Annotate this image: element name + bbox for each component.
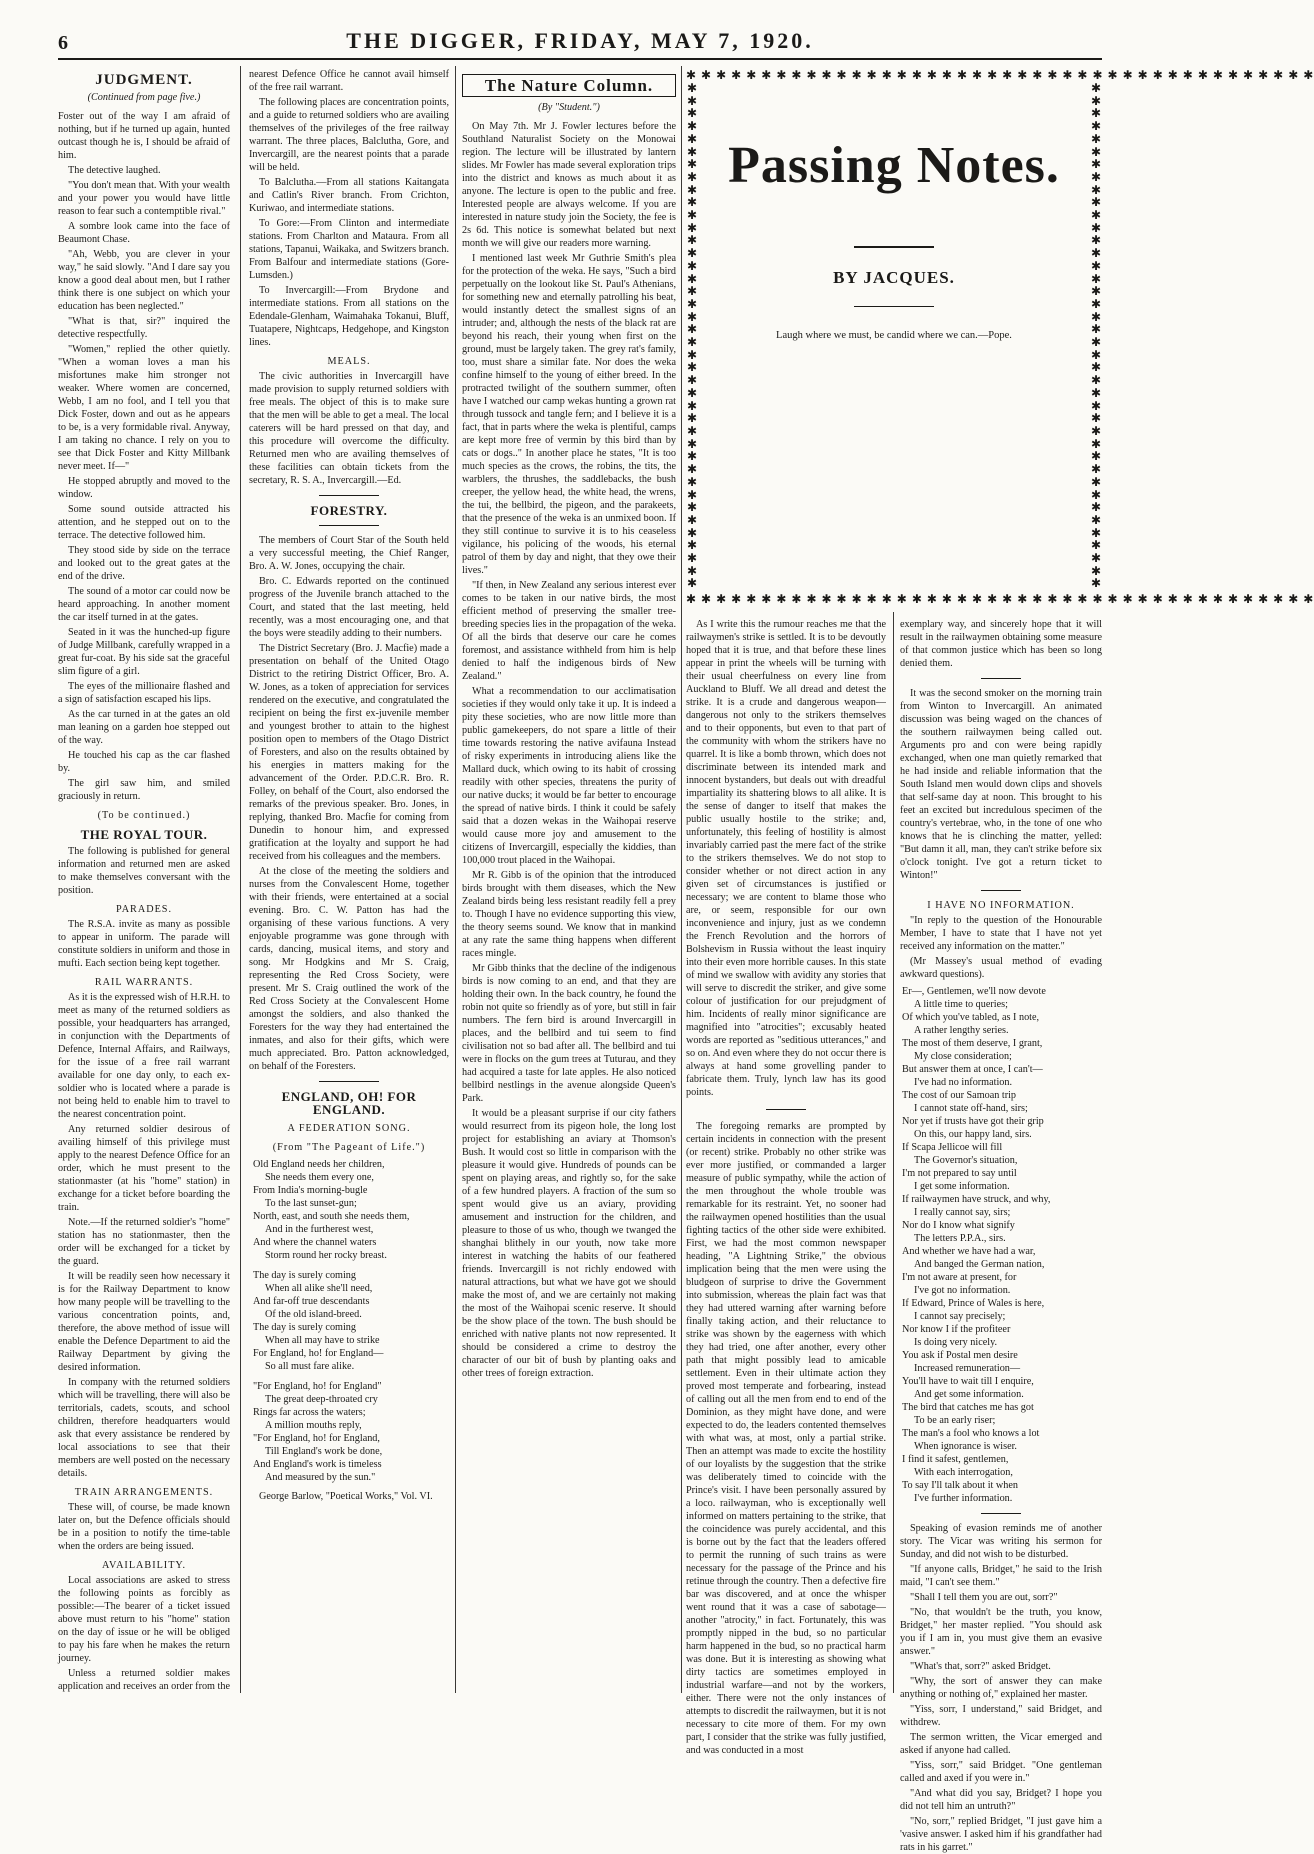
poem-line: If Edward, Prince of Wales is here, [902, 1298, 1045, 1309]
poem-line: And where the channel waters [253, 1237, 377, 1248]
poem-line: I really cannot say, sirs; [914, 1207, 1011, 1218]
article-paragraph: "Women," replied the other quietly. "When a woman loves a man his misfortunes make him stronger not weaker. Where women are concerned, Webb, I am no fool, and I tell you that Dick Foster, down and out as he appears to be, is a very formidable rival. Anyway, I am taking no chance. I rely on you to see that Dick Foster and Kitty Millbank never meet. If—" [58, 344, 230, 472]
article-paragraph: "And what did you say, Bridget? I hope you did not tell him an untruth?" [900, 1788, 1102, 1812]
passing-notes-box [686, 68, 1314, 606]
section-divider [766, 1109, 806, 1110]
poem-line: So all must fare alike. [265, 1361, 355, 1372]
article-paragraph: The foregoing remarks are prompted by certain incidents in connection with the present (or recent) strike. Probably no other strike was ever more justified, or commanded a larger measure of public sympathy, while the action of the men throughout the whole trouble was remarkable for its restraint. Yet, no sooner had the railwaymen opened hostilities than the usual fighting tactics of the other side were exhibited. First, we had the most common newspaper heading, "A Lightning Strike," the obvious implication being that the men were using the bludgeon of surprise to drive the Government into submission, whereas the plain fact was that they had uttered warning after warning before finally taking action, and their reluctance to strike was shown by the eagerness with which they had tried, one after another, every other path that might possibly lead to amicable settlement. Even in their ultimate action they proved most temperate and forbearing, instead of calling out all the men from end to end of the Dominion, as they might have done, and were expected to do, the leaders contented themselves with what was, at most, only a partial strike. Then an attempt was made to excite the hostility of our loyalists by the suggestion that the strike was deliberately timed to coincide with the Prince's visit. I have been personally assured by a loco. railwayman, who is exceptionally well informed on matters pertaining to the strike, that the coincidence was purely accidental, and this is borne out by the fact that the leaders offered to permit the running of such trains as were necessary for the passage of the Prince and his retinue through the country. Then a defective fire bar was discovered, and at once the whisper went round that it was a case of sabotage— another "atrocity," in fact. Fortunately, this was promptly nipped in the bud, so no particular harm happened in the bud, so no practical harm was done. But it is interesting as showing what dirty tactics are sometimes employed in industrial warfare—and not by the workers, either. There were not the only instances of attempts to discredit the railwaymen, but it is not necessary to cite more of them. For my own part, I consider that the strike was fully justified, and was conducted in a most [686, 1121, 886, 1756]
poem-line [249, 1262, 449, 1269]
article-paragraph: To Balclutha.—From all stations Kaitangata and Catlin's River branch. From Crichton, Kuriwao, and intermediate stations. [249, 177, 449, 214]
section-divider [319, 495, 379, 496]
poem-line: And far-off true descendants [253, 1296, 370, 1307]
poem-line: The great deep-throated cry [265, 1394, 378, 1405]
column-3 [462, 68, 676, 1693]
article-paragraph: I mentioned last week Mr Guthrie Smith's plea for the protection of the weka. He says, "Such a bird perpetually on the lookout like St. Paul's Athenians, for something new and eternally patrolling his beat, would instantly detect the smallest signs of an intruder; and, although the nests of the black rat are beyond his reach, their young when first on the ground, must be largely taken. The grey rat's family, too, must share a similar fate. Nor does the weka confine himself to the young of either breed. In the protracted twilight of the southern summer, often have I watched our camp wekas hunting a grown rat through tussock and tangle fern; and I believe it is a fact, that in parts where the weka is plentiful, camps are kept more free of vermin by this bird than by cats or dogs.." In another place he states, "It is too much species as the crows, the robins, the tits, the warblers, the thrushes, the saddlebacks, the bush creeper, the yellow head, the white head, the wrens, the tui, the bellbird, the pigeon, and the parakeets, that the presence of the weka is an unmixed boon. If they still continue to survive it is to his ceaseless vigilance, his policing of the woods, his eternal patrol of them by day and night, that they owe their lives." [462, 253, 676, 576]
poem-line: Is doing very nicely. [914, 1337, 998, 1348]
poem-line: You ask if Postal men desire [902, 1350, 1018, 1361]
article-paragraph: At the close of the meeting the soldiers and nurses from the Convalescent Home, together with their friends, were entertained at a social evening. Bro. C. W. Patton has had the organising of these various functions. A very enjoyable programme was gone through with cards, dancing, musical items, and story and song. Mr Hodgkins and Mr S. Craig, representing the Red Cross Society, were present. Mr S. Craig outlined the work of the Red Cross Society at the Convalescent Home amongst the soldiers, and also thanked the Foresters for the way they had entertained the inmates, and also for their gifts, which were much appreciated. Bro. Patton acknowledged, on behalf of the Foresters. [249, 866, 449, 1072]
poem-line: Nor know I if the profiteer [902, 1324, 1011, 1335]
poem-line: The most of them deserve, I grant, [902, 1038, 1043, 1049]
passing-notes-byline: BY JACQUES. [833, 268, 955, 287]
poem-line: You'll have to wait till I enquire, [902, 1376, 1034, 1387]
poem-line: If railwaymen have struck, and why, [902, 1194, 1051, 1205]
poem-line: From India's morning-bugle [253, 1185, 368, 1196]
poem-line: I cannot say precisely; [914, 1311, 1006, 1322]
article-paragraph: They stood side by side on the terrace and looked out to the great gates at the end of the drive. [58, 545, 230, 582]
poem-line: She needs them every one, [265, 1172, 374, 1183]
article-paragraph: "Yiss, sorr," said Bridget. "One gentleman called and axed if you were in." [900, 1760, 1102, 1784]
article-paragraph: In company with the returned soldiers which will be travelling, there will also be territorials, cadets, scouts, and school children, therefore headquarters would ask that every assistance be rendered by local associations to see that their members are well posted on the necessary details. [58, 1377, 231, 1479]
poem-line: Nor do I know what signify [902, 1220, 1015, 1231]
star-border-left: ✱ ✱ ✱ ✱ ✱ ✱ ✱ ✱ ✱ ✱ ✱ ✱ ✱ ✱ ✱ ✱ ✱ ✱ ✱ ✱ ✱ ✱ ✱ ✱ ✱ ✱ ✱ ✱ ✱ ✱ ✱ ✱ ✱ ✱ ✱ ✱ ✱ ✱ ✱ ✱ [686, 81, 698, 591]
article-paragraph: "What is that, sir?" inquired the detective respectfully. [58, 316, 230, 340]
article-paragraph: Local associations are asked to stress the following points as forcibly as possible:—The bearer of a ticket issued above must return to his "home" station on the day of issue or he will be obliged to pay his fare when he makes the return journey. [58, 1575, 230, 1664]
poem-line: A rather lengthy series. [914, 1025, 1009, 1036]
poem-line: I get some information. [914, 1181, 1010, 1192]
masthead [58, 28, 1102, 60]
passing-notes-title: Passing Notes. [728, 137, 1060, 194]
article-paragraph: Speaking of evasion reminds me of another story. The Vicar was writing his sermon for Sunday, and did not wish to be disturbed. [900, 1523, 1102, 1560]
poem-line: I'm not prepared to say until [902, 1168, 1017, 1179]
nature-byline: (By "Student.") [538, 102, 600, 113]
poem-line: If Scapa Jellicoe will fill [902, 1142, 1003, 1153]
poem-line: I've got no information. [914, 1285, 1011, 1296]
rail-warrants-subheading: RAIL WARRANTS. [94, 977, 194, 988]
poem-line: The cost of our Samoan trip [902, 1090, 1017, 1101]
poem-line: To the last sunset-gun; [265, 1198, 357, 1209]
column-rule [893, 612, 894, 1693]
parades-subheading: PARADES. [115, 904, 173, 915]
article-paragraph: What a recommendation to our acclimatisation societies if they would only take it up. It is indeed a pity these societies, who are now little more than public gamekeepers, do not spare a little of their time towards restoring the native avifauna Instead of risky experiments in introducing aliens like the Mallard duck, which owing to its habit of crossing readily with other species, threatens the purity of our native ducks; it would be far better to encourage the spread of native birds. I think it could be safely said that a dozen wekas in the Waihopai reserve would cause more joy and amusement to the citizens of Invercargill, especially the kiddies, than 100,000 trout placed in the Waihopai. [462, 686, 676, 866]
poem-line: North, east, and south she needs them, [253, 1211, 410, 1222]
article-paragraph: The sermon written, the Vicar emerged and asked if anyone had called. [900, 1732, 1102, 1756]
poem-line: The day is surely coming [253, 1322, 356, 1333]
article-paragraph: To Gore:—From Clinton and intermediate stations. From Charlton and Mataura. From all stations, Tapanui, Waikaka, and Switzers branch. From Balfour and intermediate stations (Gore-Lumsden.) [249, 218, 449, 281]
poem-attribution: George Barlow, "Poetical Works," Vol. VI. [259, 1491, 433, 1502]
poem-line [249, 1373, 449, 1380]
article-paragraph: Any returned soldier desirous of availing himself of this privilege must apply to the nearest Defence Office for an order, which he must present to the stationmaster (at his "home" station) in exchange for a ticket before boarding the train. [58, 1124, 230, 1213]
article-paragraph: On May 7th. Mr J. Fowler lectures before the Southland Naturalist Society on the Monowai region. The lecture will be illustrated by lantern slides. Mr Fowler has made several exploration trips into the district and knows as much about it as anyone. The lecture is open to the public and free. Interested people are always welcome. If you are interested in nature study join the Society, the fee is 2s 6d. This notice is somewhat belated but next month we will give our readers more warning. [462, 121, 676, 249]
byline-rule [854, 306, 934, 307]
article-paragraph: "Why, the sort of answer they can make anything or nothing of," explained her master. [900, 1676, 1102, 1700]
star-border-bottom: ✱ ✱ ✱ ✱ ✱ ✱ ✱ ✱ ✱ ✱ ✱ ✱ ✱ ✱ ✱ ✱ ✱ ✱ ✱ ✱ ✱ ✱ ✱ ✱ ✱ ✱ ✱ ✱ ✱ ✱ ✱ ✱ ✱ ✱ ✱ ✱ ✱ ✱ ✱ ✱ ✱ ✱ [686, 592, 1314, 606]
poem-line: I find it safest, gentlemen, [902, 1454, 1009, 1465]
poem-line: And whether we have had a war, [902, 1246, 1036, 1257]
nature-column-heading: The Nature Column. [462, 74, 676, 97]
article-paragraph: He touched his cap as the car flashed by. [58, 750, 230, 774]
poem-line: When ignorance is wiser. [914, 1441, 1017, 1452]
no-information-heading: I HAVE NO INFORMATION. [927, 900, 1075, 911]
column-rule [240, 66, 241, 1693]
section-divider [981, 678, 1021, 679]
poem-line: "For England, ho! for England" [253, 1381, 382, 1392]
star-border-top: ✱ ✱ ✱ ✱ ✱ ✱ ✱ ✱ ✱ ✱ ✱ ✱ ✱ ✱ ✱ ✱ ✱ ✱ ✱ ✱ ✱ ✱ ✱ ✱ ✱ ✱ ✱ ✱ ✱ ✱ ✱ ✱ ✱ ✱ ✱ ✱ ✱ ✱ ✱ ✱ ✱ ✱ [686, 68, 1314, 82]
article-paragraph: "Yiss, sorr, I understand," said Bridget, and withdrew. [900, 1704, 1102, 1728]
article-paragraph: "You don't mean that. With your wealth and your power you would have little reason to fear such a contemptible rival." [58, 180, 230, 217]
poem-line: Storm round her rocky breast. [265, 1250, 387, 1261]
poem [249, 1158, 449, 1484]
passing-notes-motto: Laugh where we must, be candid where we can.—Pope. [776, 330, 1012, 341]
availability-subheading: AVAILABILITY. [101, 1560, 187, 1571]
title-rule [854, 246, 934, 248]
poem-line: And measured by the sun." [265, 1472, 376, 1483]
poem-line: "For England, ho! for England, [253, 1433, 380, 1444]
poem-line: When all alike she'll need, [265, 1283, 373, 1294]
poem-line: I cannot state off-hand, sirs; [914, 1103, 1028, 1114]
article-paragraph: Foster out of the way I am afraid of nothing, but if he turned up again, hunted outcast though he is, I should be afraid of him. [58, 111, 230, 161]
judgment-body [58, 110, 230, 803]
poem-line: I've further information. [914, 1493, 1013, 1504]
article-paragraph: These will, of course, be made known later on, but the Defence officials should be in a position to notify the time-table when the orders are being issued. [58, 1502, 230, 1552]
article-paragraph: "If anyone calls, Bridget," he said to the Irish maid, "I can't see them." [900, 1564, 1102, 1588]
page-number: 6 [58, 32, 68, 54]
poem-line: Increased remuneration— [914, 1363, 1021, 1374]
poem-line: The day is surely coming [253, 1270, 356, 1281]
article-paragraph: "If then, in New Zealand any serious interest ever comes to be taken in our native birds, the most efficient method of preserving the smaller tree-breeding species lies in the propagation of the weka. Of all the birds that deserve our care he comes foremost, and assistance withheld from him is help denied to half the indigenous birds of New Zealand." [462, 580, 676, 682]
article-paragraph: Mr R. Gibb is of the opinion that the introduced birds brought with them diseases, which the New Zealand birds being less resistant readily fell a prey to. Though I have no evidence supporting this view, the theory seems sound. We know that in mankind at any rate the same thing happens when different races mingle. [462, 870, 676, 959]
article-paragraph: Bro. C. Edwards reported on the continued progress of the Juvenile branch attached to the Court, and stated that the last meeting, held recently, was a most encouraging one, and that the boys were steadily adding to their numbers. [249, 576, 449, 639]
article-paragraph: The eyes of the millionaire flashed and a sign of satisfaction escaped his lips. [58, 681, 230, 705]
meals-subheading: MEALS. [327, 356, 371, 367]
article-paragraph: The sound of a motor car could now be heard approaching. In another moment the car itself turned in at the gates. [58, 586, 230, 623]
federation-song-subheading: A FEDERATION SONG. [287, 1123, 411, 1134]
article-paragraph: "Ah, Webb, you are clever in your way," he said slowly. "And I dare say you know a good deal about men, but I rather think there is one subject on which your education has been neglected." [58, 249, 230, 312]
article-paragraph: As it is the expressed wish of H.R.H. to meet as many of the returned soldiers as possible, your headquarters has arranged, in conjunction with the Departments of Defence, Internal Affairs, and Railways, for the issue of a free rail warrant available for one day only, to each ex-soldier who is located where a parade is not being held to enable him to travel to the nearest concentration point. [58, 992, 230, 1120]
article-paragraph: "No, that wouldn't be the truth, you know, Bridget," her master replied. "You should ask you if I am in, you must give them an evasive answer." [900, 1607, 1102, 1657]
source-note: (From "The Pageant of Life.") [272, 1142, 426, 1153]
poem-line: And banged the German nation, [914, 1259, 1045, 1270]
poem-line: The bird that catches me has got [902, 1402, 1034, 1413]
article-paragraph: To Invercargill:—From Brydone and intermediate stations. From all stations on the Edendale-Glenham, Waimahaka Tokanui, Bluff, Tuatapere, Nightcaps, Hedgehope, and Kingston lines. [249, 285, 449, 348]
article-paragraph: nearest Defence Office he cannot avail himself of the free rail warrant. [249, 69, 449, 93]
judgment-heading: JUDGMENT. [95, 72, 193, 88]
article-paragraph: "What's that, sorr?" asked Bridget. [910, 1661, 1051, 1672]
poem [900, 985, 1102, 1505]
column-4 [686, 618, 886, 1756]
column-rule [455, 66, 456, 1693]
article-paragraph: He stopped abruptly and moved to the window. [58, 476, 230, 500]
article-paragraph: "Shall I tell them you are out, sorr?" [910, 1592, 1058, 1603]
article-paragraph: Unless a returned soldier makes application and receives an order from the [58, 1668, 230, 1692]
forestry-heading: FORESTRY. [310, 503, 388, 518]
section-divider [319, 525, 379, 526]
article-paragraph: The members of Court Star of the South held a very successful meeting, the Chief Ranger, Bro. A. W. Jones, occupying the chair. [249, 535, 449, 572]
article-paragraph: "In reply to the question of the Honourable Member, I have to state that I have not yet received any information on the matter." [900, 915, 1102, 952]
article-paragraph: exemplary way, and sincerely hope that it will result in the railwaymen obtaining some measure of that common justice which has been so long denied them. [900, 619, 1102, 669]
poem-line: Rings far across the waters; [253, 1407, 366, 1418]
article-paragraph: A sombre look came into the face of Beaumont Chase. [58, 221, 230, 245]
poem-line: On this, our happy land, sirs. [914, 1129, 1032, 1140]
article-paragraph: The following places are concentration points, and a guide to returned soldiers who are availing themselves of the privileges of the free railway warrant. The three places, Balclutha, Gore, and Invercargill, are the nearest points that a parade will be held. [249, 97, 449, 173]
poem-line: A million mouths reply, [265, 1420, 362, 1431]
article-paragraph: As the car turned in at the gates an old man leaning on a garden hoe stepped out of the way. [58, 709, 230, 746]
star-border-right: ✱ ✱ ✱ ✱ ✱ ✱ ✱ ✱ ✱ ✱ ✱ ✱ ✱ ✱ ✱ ✱ ✱ ✱ ✱ ✱ ✱ ✱ ✱ ✱ ✱ ✱ ✱ ✱ ✱ ✱ ✱ ✱ ✱ ✱ ✱ ✱ ✱ ✱ ✱ ✱ [1090, 81, 1102, 591]
poem-line: But answer them at once, I can't— [902, 1064, 1043, 1075]
article-paragraph: The R.S.A. invite as many as possible to appear in uniform. The parade will constitute soldiers in uniform and those in mufti. Each section being kept together. [58, 919, 230, 969]
article-paragraph: "No, sorr," replied Bridget, "I just gave him a 'vasive answer. I asked him if his grandfather had rats in his garret." [900, 1816, 1102, 1853]
poem-line: The Governor's situation, [914, 1155, 1018, 1166]
poem-line: To be an early riser; [914, 1415, 996, 1426]
article-paragraph: Mr Gibb thinks that the decline of the indigenous birds is now coming to an end, and that they are holding their own. In the back country, he found the robin not quite so friendly as of yore, but still in fair numbers. The fern bird is around Invercargill in places, and the bellbird and tui seem to find civilisation not so bad after all. The bellbird and tui were in flocks on the gum trees at Tuturau, and they had acquired a taste for late apples. He also noticed bellbird nestlings in the avenue alongside Queen's Park. [462, 963, 676, 1104]
england-heading: ENGLAND, OH! FOR ENGLAND. [281, 1089, 417, 1117]
column-rule [681, 66, 682, 1693]
poem-line: And get some information. [914, 1389, 1024, 1400]
train-arrangements-subheading: TRAIN ARRANGEMENTS. [74, 1487, 214, 1498]
article-paragraph: The District Secretary (Bro. J. Macfie) made a presentation on behalf of the United Otago District to the retiring District Officer, Bro. A. W. Jones, as a token of appreciation for services rendered on the executive, and congratulated the recipient on being the first ex-juvenile member and youngest brother to attain to the highest position open to members of the Otago District of Foresters, and also on the results obtained by his energies in matters making for the advancement of the Order. P.D.C.R. Bro. R. Folley, on behalf of the Court, also endorsed the remarks of the previous speaker. Bro. Jones, in replying, thanked Bro. Macfie for coming from Dunedin to honour him, and expressed gratification at the loyalty and support he had received from his colleagues and the members. [249, 643, 449, 862]
poem-line: With each interrogation, [914, 1467, 1013, 1478]
poem-line: A little time to queries; [914, 999, 1008, 1010]
poem-line: Of the old island-breed. [265, 1309, 362, 1320]
article-paragraph: It was the second smoker on the morning train from Winton to Invercargill. An animated discussion was being waged on the chances of the southern railwaymen being called out. Arguments pro and con were being rapidly exchanged, when one man quietly remarked that he had inside and reliable information that the South Island men would down clips and shovels that self-same day at noon. This brought to his feet an excited but incredulous specimen of the country's vertebrae, who, in the tone of one who knows that he is clinching the matter, yelled: "But damn it all, man, they can't strike before six o'clock tonight. I've got a return ticket to Winton!" [900, 688, 1102, 881]
column-5 [900, 618, 1102, 1853]
article-paragraph: The detective laughed. [68, 165, 161, 176]
poem-line: For England, ho! for England— [253, 1348, 384, 1359]
continued-note: (To be continued.) [97, 810, 191, 821]
section-divider [981, 1513, 1021, 1514]
newspaper-title: THE DIGGER, FRIDAY, MAY 7, 1920. [346, 28, 814, 53]
judgment-subheading: (Continued from page five.) [87, 92, 201, 103]
poem-line: Nor yet if trusts have got their grip [902, 1116, 1044, 1127]
article-paragraph: As I write this the rumour reaches me that the railwaymen's strike is settled. It is to be devoutly hoped that it is true, and that before these lines appear in print the wheels will be turning with their usual cheerfulness on every line from Auckland to Bluff. We all dread and detest the strike. It is a crude and dangerous weapon—dangerous not only to the strikers themselves and to their opponents, but even to that part of the community with whom the strikers have no quarrel. It is like a bomb thrown, which does not discriminate between its intended mark and innocent bystanders, but deals out with dreadful impartiality its shattering blows to all alike. It is the sense of danger to itself that makes the public usually hostile to the strike; and, unfortunately, this feeling of hostility is almost invariably carried past the mere fact of the strike to the strikers themselves. We do not stop to consider whether or not direct action in any given set of circumstances is justified or necessary; we are content to blame those who are, or seem, responsible for our own inconvenience and injury, just as we condemn the French Revolution and the horrors of Bolshevism in Russia without the least inquiry into their even more horrible causes. In this state of mind we swallow with avidity any stories that will serve to discredit the striker, and give some colour of justification for our prejudgment of him. Incidents of really minor significance are magnified into "atrocities"; excusably heated words are reported as "seditious utterances," and so on. And even where they do not occur there is always at hand some grovelling pander to fabricate them. Truly, lynch law has its good points. [686, 619, 886, 1098]
article-paragraph: The civic authorities in Invercargill have made provision to supply returned soldiers with free meals. The object of this is to make sure that the men will be able to get a meal. The local caterers will be hard pressed on that day, and this procedure will overcome the difficulty. Returned men who are availing themselves of these facilities can obtain tickets from the secretary, R. S. A., Invercargill.—Ed. [249, 371, 449, 486]
column-2 [249, 68, 449, 1693]
poem-line: Er—, Gentlemen, we'll now devote [902, 986, 1046, 997]
poem-line: Till England's work be done, [265, 1446, 383, 1457]
poem-line: And England's work is timeless [253, 1459, 382, 1470]
article-paragraph: The girl saw him, and smiled graciously in return. [58, 778, 230, 802]
poem-line: I'm not aware at present, for [902, 1272, 1017, 1283]
section-divider [319, 1081, 379, 1082]
article-paragraph: Seated in it was the hunched-up figure of Judge Millbank, carefully wrapped in a great fur-coat. By his side sat the graceful slim figure of a girl. [58, 627, 230, 677]
article-paragraph: Note.—If the returned soldier's "home" station has no stationmaster, then the order will be exchanged for a ticket by the guard. [58, 1217, 230, 1267]
article-paragraph: It would be a pleasant surprise if our city fathers would resurrect from its pigeon hole, the long lost project for establishing an aviary at Thomson's Bush. It would cost so little in comparison with the pleasure it would give. Hundreds of pounds can be spent on playing areas, and rightly so, for the sake of a few hundred players. A fraction of the sum so spent would give us an aviary, providing amusement and instruction for the children, and pleasure to those of us who, though we twanged the shanghai blithely in our youth, now take more interest in watching the habits of our feathered friends. Invercargill is not richly endowed with natural attractions, but what we have got we should make the most of, and we are certainly not making the most of the Waihopai scenic reserve. It should be the show place of the town. The bush should be enriched with native plants not now represented. It should be considered a crime to destroy the character of our bit of bush by planting oaks and other trees of foreign extraction. [462, 1108, 676, 1379]
poem-line: To say I'll talk about it when [902, 1480, 1018, 1491]
poem-line: Old England needs her children, [253, 1159, 385, 1170]
poem-line: My close consideration; [914, 1051, 1012, 1062]
article-paragraph: It will be readily seen how necessary it is for the Railway Department to know how many people will be travelling to the various concentration points, and, therefore, the above method of issue will enable the Defence Department to aid the Railway Department by giving the desired information. [58, 1271, 230, 1373]
poem-line: The letters P.P.A., sirs. [914, 1233, 1006, 1244]
section-divider [981, 890, 1021, 891]
royal-tour-heading: THE ROYAL TOUR. [80, 827, 208, 842]
poem-line: Of which you've tabled, as I note, [902, 1012, 1040, 1023]
article-paragraph: Some sound outside attracted his attention, and he stepped out on to the terrace. The detective followed him. [58, 504, 230, 541]
article-paragraph: The following is published for general information and returned men are asked to make themselves conversant with the position. [58, 846, 230, 896]
poem-line: When all may have to strike [265, 1335, 380, 1346]
article-paragraph: (Mr Massey's usual method of evading awkward questions). [900, 956, 1102, 980]
poem-line: I've had no information. [914, 1077, 1013, 1088]
poem-line: And in the furtherest west, [265, 1224, 374, 1235]
column-1 [58, 68, 230, 1693]
poem-line: The man's a fool who knows a lot [902, 1428, 1040, 1439]
